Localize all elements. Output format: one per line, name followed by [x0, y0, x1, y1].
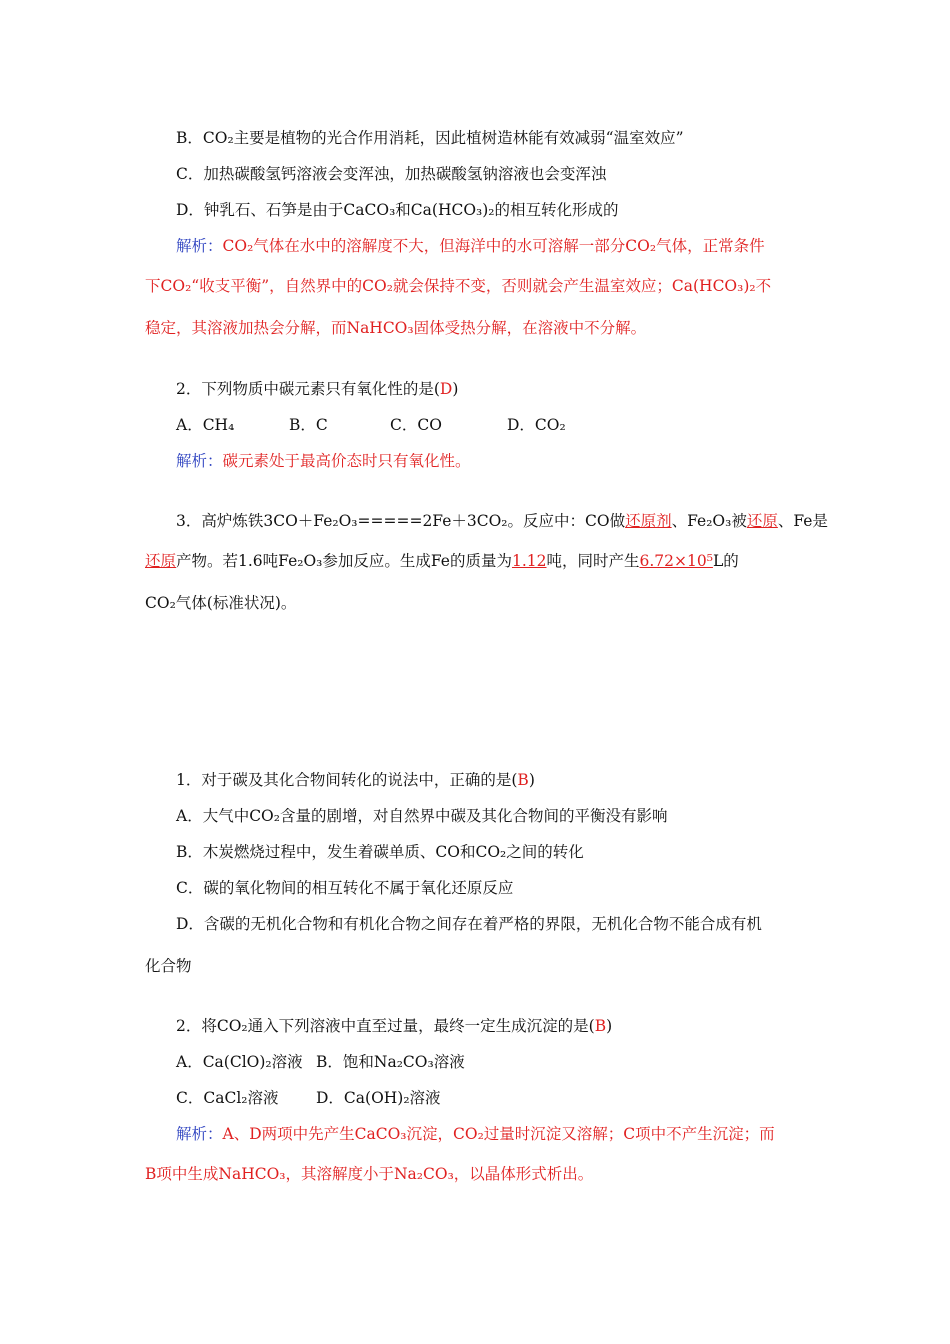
- analysis-line-2: 下CO₂“收支平衡”，自然界中的CO₂就会保持不变，否则就会产生温室效应；Ca(HCO₃)₂不: [145, 277, 772, 295]
- fill-blank-5: 6.72×10⁵: [639, 552, 713, 570]
- option-b: B．CO₂主要是植物的光合作用消耗，因此植树造林能有效减弱“温室效应”: [176, 129, 684, 147]
- analysis-line: [176, 451, 856, 471]
- option-c: C．CO: [390, 416, 442, 434]
- option-a: A．CH₄: [176, 416, 235, 434]
- analysis-line: [176, 1124, 856, 1144]
- question-text: 吨，同时产生: [546, 552, 640, 570]
- option-d-continued: 化合物: [145, 957, 192, 975]
- fill-blank-2: 还原: [746, 512, 778, 530]
- option-d: D．钟乳石、石笋是由于CaCO₃和Ca(HCO₃)₂的相互转化形成的: [176, 201, 619, 219]
- option-d: D．含碳的无机化合物和有机化合物之间存在着严格的界限，无机化合物不能合成有机: [176, 915, 762, 933]
- answer-letter: B: [594, 1017, 607, 1035]
- option-b: B．C: [289, 416, 328, 434]
- analysis-line-3: 稳定，其溶液加热会分解，而NaHCO₃固体受热分解，在溶液中不分解。: [145, 319, 647, 337]
- question-2-stem: [176, 379, 856, 399]
- analysis-line: [176, 236, 856, 256]
- question-stem-text: 2．下列物质中碳元素只有氧化性的是(: [176, 380, 440, 398]
- question-3-line-1: [176, 511, 856, 531]
- fill-blank-1: 还原剂: [625, 512, 672, 530]
- analysis-label: 解析：: [176, 237, 223, 255]
- option-b: B．木炭燃烧过程中，发生着碳单质、CO和CO₂之间的转化: [176, 843, 584, 861]
- option-b: B．饱和Na₂CO₃溶液: [316, 1053, 465, 1071]
- question-3-line-3: CO₂气体(标准状况)。: [145, 594, 297, 612]
- analysis-label: 解析：: [176, 1125, 223, 1143]
- question-text: L的: [712, 552, 739, 570]
- answer-close: ): [528, 771, 535, 789]
- option-a: A．Ca(ClO)₂溶液: [176, 1053, 303, 1071]
- question-text: 产物。若1.6吨Fe₂O₃参加反应。生成Fe的质量为: [176, 552, 512, 570]
- question-2-stem: [176, 1016, 856, 1036]
- answer-letter: B: [517, 771, 529, 789]
- question-3-line-2: [145, 551, 825, 571]
- analysis-line-2: B项中生成NaHCO₃，其溶解度小于Na₂CO₃，以晶体形式析出。: [145, 1165, 594, 1183]
- option-d: D．CO₂: [507, 416, 566, 434]
- answer-close: ): [452, 380, 459, 398]
- question-text: 3．高炉炼铁3CO＋Fe₂O₃=====2Fe＋3CO₂。反应中：CO做: [176, 512, 626, 530]
- question-2-options: [176, 415, 856, 435]
- question-2-options-row-1: [176, 1052, 856, 1072]
- fill-blank-4: 1.12: [511, 552, 547, 570]
- analysis-label: 解析：: [176, 452, 223, 470]
- question-1-stem: [176, 770, 856, 790]
- question-stem-text: 2．将CO₂通入下列溶液中直至过量，最终一定生成沉淀的是(: [176, 1017, 595, 1035]
- answer-letter: D: [439, 380, 453, 398]
- analysis-text: CO₂气体在水中的溶解度不大，但海洋中的水可溶解一部分CO₂气体，正常条件: [222, 237, 765, 255]
- question-2-options-row-2: [176, 1088, 856, 1108]
- question-stem-text: 1．对于碳及其化合物间转化的说法中，正确的是(: [176, 771, 518, 789]
- option-c: C．CaCl₂溶液: [176, 1089, 279, 1107]
- option-d: D．Ca(OH)₂溶液: [316, 1089, 441, 1107]
- analysis-text: 碳元素处于最高价态时只有氧化性。: [222, 452, 471, 470]
- question-text: 、Fe是: [777, 512, 828, 530]
- fill-blank-3: 还原: [145, 552, 177, 570]
- answer-close: ): [606, 1017, 613, 1035]
- option-c: C．加热碳酸氢钙溶液会变浑浊，加热碳酸氢钠溶液也会变浑浊: [176, 165, 607, 183]
- analysis-text: A、D两项中先产生CaCO₃沉淀，CO₂过量时沉淀又溶解；C项中不产生沉淀；而: [222, 1125, 775, 1143]
- option-c: C．碳的氧化物间的相互转化不属于氧化还原反应: [176, 879, 514, 897]
- option-a: A．大气中CO₂含量的剧增，对自然界中碳及其化合物间的平衡没有影响: [176, 807, 668, 825]
- question-text: 、Fe₂O₃被: [671, 512, 747, 530]
